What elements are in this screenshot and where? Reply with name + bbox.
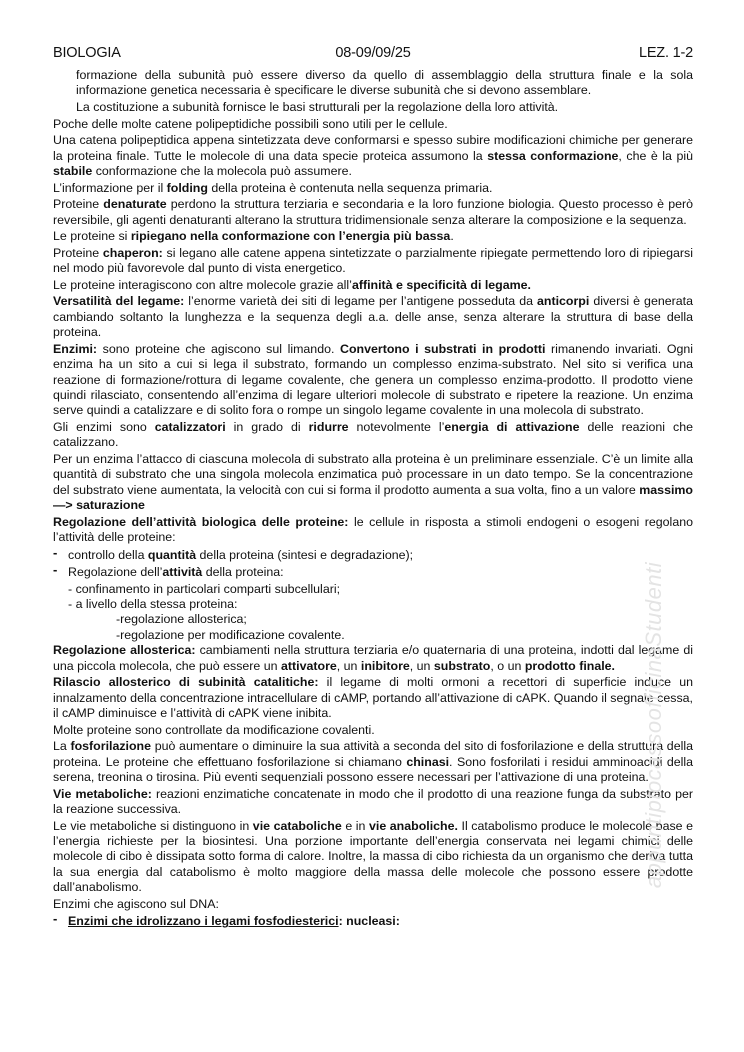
text: Le vie metaboliche si distinguono in [53, 818, 253, 833]
paragraph-denatured [53, 197, 693, 228]
bold-text: massimo —> saturazione [53, 482, 693, 513]
bold-text: affinità e specificità di legame. [351, 277, 531, 292]
bold-text: vie anaboliche. [369, 818, 458, 833]
subject-label: BIOLOGIA [53, 45, 121, 61]
text: cambiamenti nella struttura terziaria e/o quaternaria di una proteina, indotti dal legame di una piccola molecola, che può essere un [53, 643, 693, 673]
text: il legame di molti ormoni a recettori di superficie induce un innalzamento della concentrazione intracellulare di cAMP, portando all’attivazione di cAPK. Quando il segnale cessa, il cAMP diminuisce e l’attività di cAPK viene inibita. [53, 675, 694, 721]
paragraph-metabolic-pathways [53, 787, 693, 818]
text: Regolazione dell’ [68, 565, 163, 580]
paragraph-polypeptide-chains: Poche delle molte catene polipeptidiche possibili sono utili per le cellule. [53, 116, 448, 131]
text: notevolmente l’ [348, 420, 445, 434]
paragraph-enzymes [53, 342, 693, 419]
underlined-text: Enzimi che idrolizzano i legami fosfodiesterici [68, 914, 339, 929]
paragraph-saturation [53, 452, 693, 514]
sub-sub-list-item: -regolazione per modificazione covalente. [116, 627, 345, 642]
paragraph-phosphorylation [53, 739, 693, 785]
text: della proteina è contenuta nella sequenza primaria. [207, 180, 493, 195]
bold-text: Regolazione dell’attività biologica delle proteine: [53, 514, 349, 529]
bold-text: Convertono i substrati in prodotti [340, 341, 546, 356]
document-body [53, 68, 693, 931]
bold-text: vie cataboliche [252, 818, 342, 833]
text: diversi è generata cambiando soltanto la lunghezza e la sequenza degli a.a. delle anse, senza alterare la struttura di base della proteina. [53, 294, 693, 340]
list-item-text [68, 548, 413, 563]
text: Proteine [53, 197, 104, 212]
paragraph-allosteric [53, 643, 693, 674]
lesson-label: LEZ. 1-2 [638, 45, 693, 61]
text: , un [336, 658, 361, 673]
bold-text: energia di attivazione [444, 420, 580, 434]
text: sono proteine che agiscono sul limando. [97, 341, 340, 356]
paragraph-catalytic-subunits [53, 675, 693, 721]
bold-text: ripiegano nella conformazione con l’energia più bassa [130, 229, 451, 244]
bold-text: attività [162, 565, 203, 580]
bold-text: chaperon: [102, 245, 163, 260]
text: e in [341, 818, 369, 833]
text: . [450, 229, 454, 244]
text: in grado di [225, 420, 309, 434]
paragraph-covalent: Molte proteine sono controllate da modificazione covalenti. [53, 722, 375, 737]
text: , o un [490, 658, 525, 673]
text: Per un enzima l’attacco di ciascuna molecola di substrato alla proteina è un preliminare essenziale. C’è un limite alla quantità di substrato che una singola molecola enzimatica può processare in un dato tempo. Se la concentrazione del substrato viene aumentata, la velocità con cui si forma il prodotto aumenta a sua volta, fino a un valore [53, 452, 693, 497]
bold-text: chinasi [406, 754, 450, 769]
bold-text: attivatore [281, 658, 337, 673]
bold-text: ridurre [308, 420, 349, 434]
dash-bullet-icon: - [53, 911, 58, 927]
bold-text: stabile [53, 164, 93, 178]
list-item-text [68, 565, 284, 580]
text: Gli enzimi sono [53, 420, 155, 434]
paragraph-catabolic-anabolic [53, 819, 693, 896]
page-header [53, 44, 693, 62]
text: conformazione che la molecola può assumere. [92, 164, 352, 178]
dash-bullet-icon: - [53, 544, 58, 560]
list-item [53, 544, 693, 563]
text: reazioni enzimatiche concatenate in modo che il prodotto di una reazione funga da substrato per la reazione successiva. [53, 786, 693, 817]
sub-sub-list-item: -regolazione allosterica; [116, 612, 247, 627]
list-item [53, 913, 693, 929]
paragraph-regulation [53, 515, 693, 546]
sub-list-item: - confinamento in particolari comparti subcellulari; [68, 581, 341, 596]
watermark-text: appuntiptocassoofficinaStudenti [641, 561, 666, 889]
text: L’informazione per il [53, 180, 167, 195]
text: della proteina (sintesi e degradazione); [196, 547, 414, 562]
text: , che è la più [618, 148, 693, 163]
paragraph-versatility [53, 294, 693, 340]
bold-text: Versatilità del legame: [53, 294, 185, 309]
text: l’enorme varietà dei siti di legame per l’antigene posseduta da [184, 294, 537, 309]
text: Proteine [53, 245, 103, 260]
bold-text: denaturate [103, 197, 167, 212]
paragraph-subunit-constitution: La costituzione a subunità fornisce le basi strutturali per la regolazione della loro attività. [76, 100, 559, 114]
bold-text: folding [166, 180, 208, 195]
text: le cellule in risposta a stimoli endogeni o esogeni regolano l’attività delle proteine: [53, 514, 693, 545]
text: Una catena polipeptidica appena sintetizzata deve conformarsi e spesso subire modificazioni chimiche per generare la proteina finale. Tutte le molecole di una data specie proteica assumono la [53, 133, 693, 163]
bold-text: Enzimi: [53, 341, 98, 356]
text: Le proteine si [53, 229, 131, 244]
bold-text: prodotto finale. [524, 658, 615, 673]
bold-text: catalizzatori [154, 420, 226, 434]
text: perdono la struttura terziaria e secondaria e la loro funzione biologia. Questo processo è però reversibile, gli agenti denaturanti alterano la struttura tridimensionale senza alterare la composizione e la sequenza. [53, 197, 693, 227]
text: La [53, 739, 71, 754]
bold-text: Rilascio allosterico di subinità catalitiche: [53, 675, 319, 690]
sub-list-item: - a livello della stessa proteina: [68, 597, 238, 612]
date-label: 08-09/09/25 [335, 45, 411, 61]
bold-text: inibitore [360, 658, 410, 673]
paragraph-subunit-formation: formazione della subunità può essere diverso da quello di assemblaggio della struttura finale e la sola informazione genetica necessaria è specificare le diverse subunità che si devono assemblare. [76, 68, 693, 98]
bold-text: stessa conformazione [487, 148, 619, 163]
text: , un [409, 658, 434, 673]
bold-text: substrato [433, 658, 491, 673]
text: . Sono fosforilati i residui amminoacidi della serena, treonina o tirosina. Più eventi sequenziali possono essere necessari per l’attivazione di una proteina. [53, 754, 693, 785]
text: della proteina: [202, 565, 284, 580]
text: rimanendo invariati. Ogni enzima ha un sito a cui si lega il substrato, formando un complesso enzima-substrato. Nel sito si verifica una reazione di formazione/rottura di legame covalente, che genera un complesso enzima-prodotto. Il prodotto viene quindi rilasciato, consentendo all’enzima di legare ulteriori molecole di substrato e ripetere la reazione. Un enzima serve quindi a catalizzare e di solito fora o rompe un singolo legame covalente in una molecola di substrato. [53, 341, 693, 418]
text: : nucleasi: [338, 914, 400, 929]
text: controllo della [68, 547, 148, 562]
paragraph-conformation [53, 133, 693, 179]
text: può aumentare o diminuire la sua attività a seconda del sito di fosforilazione e della struttura della proteina. Le proteine che effettuano fosforilazione si chiamano [53, 739, 693, 769]
dash-bullet-icon: - [53, 562, 58, 578]
paragraph-affinity [53, 278, 693, 293]
text: delle reazioni che catalizzano. [53, 420, 693, 450]
text: Il catabolismo produce le molecole base e l’energia richieste per la biosintesi. Una porzione importante dell’energia conservata nei legami chimici delle molecole di cibo è dissipata sotto forma di calore. Inoltre, la massa di cibo richiesta da un organismo che deriva tutta la sua energia dal catabolismo è molto maggiore della massa delle molecole che possono essere prodotte dall’anabolismo. [53, 818, 693, 895]
list-item-text [68, 914, 400, 929]
text: si legano alle catene appena sintetizzate o parzialmente ripiegate permettendo loro di ripiegarsi nel modo più favorevole dal punto di vista energetico. [53, 245, 694, 276]
paragraph-dna-enzymes: Enzimi che agiscono sul DNA: [53, 896, 219, 911]
bold-text: quantità [147, 547, 197, 562]
bold-text: fosforilazione [70, 739, 152, 754]
bold-text: anticorpi [537, 294, 590, 309]
paragraph-catalysts [53, 420, 693, 451]
paragraph-chaperon [53, 246, 693, 277]
paragraph-folding-energy [53, 229, 693, 244]
text: Le proteine interagiscono con altre molecole grazie all’ [53, 277, 352, 292]
bold-text: Regolazione allosterica: [53, 643, 196, 658]
bold-text: Vie metaboliche: [53, 786, 152, 801]
paragraph-folding [53, 181, 693, 196]
list-item [53, 564, 693, 580]
